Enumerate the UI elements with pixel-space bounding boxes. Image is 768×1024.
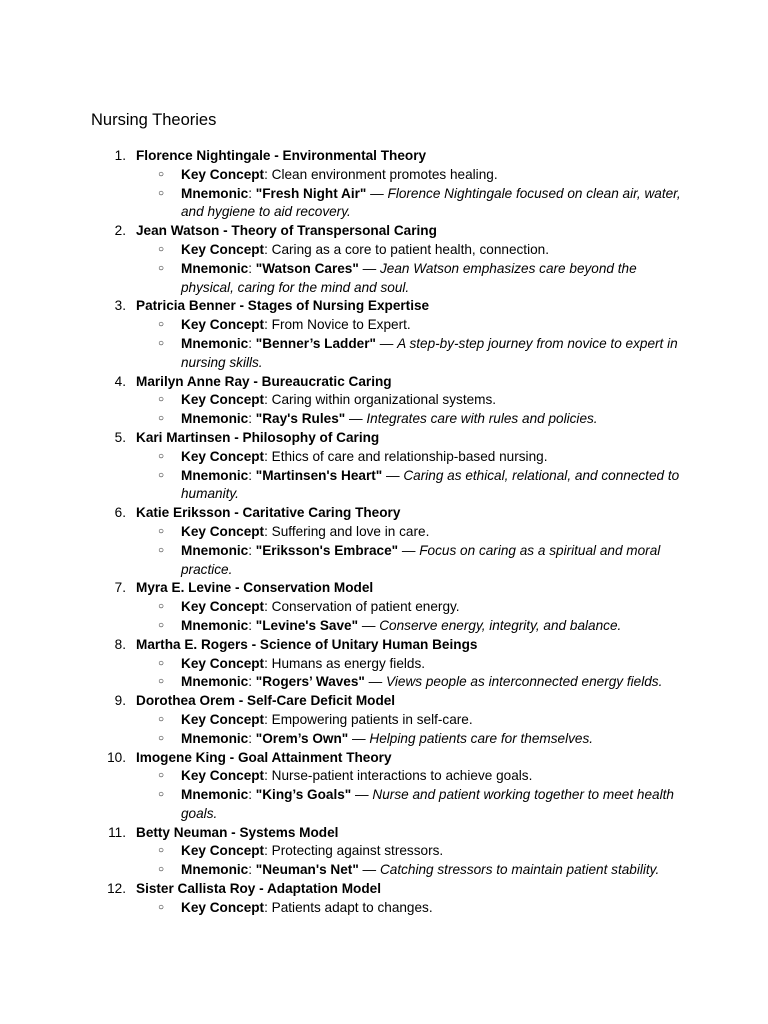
key-concept-item: ○ Key Concept: Conservation of patient energy. xyxy=(136,598,688,617)
theory-heading: Patricia Benner - Stages of Nursing Expertise xyxy=(136,298,430,314)
key-concept-item: ○ Key Concept: Empowering patients in self-care. xyxy=(136,711,688,730)
mnemonic-label: Mnemonic xyxy=(181,411,249,427)
mnemonic-item: ○ Mnemonic: "Neuman's Net" — Catching stressors to maintain patient stability. xyxy=(136,861,688,880)
key-concept-label: Key Concept xyxy=(181,166,265,182)
hollow-bullet-icon: ○ xyxy=(158,713,165,725)
theory-item xyxy=(0,824,768,880)
key-concept-item: ○ Key Concept: Suffering and love in care. xyxy=(136,523,688,542)
key-concept-item: ○ Key Concept: Nurse-patient interactions to achieve goals. xyxy=(136,767,688,786)
theory-number: 1. xyxy=(114,148,126,163)
mnemonic-name: "Martinsen's Heart" xyxy=(255,467,383,483)
hollow-bullet-icon: ○ xyxy=(158,901,165,913)
theory-number: 9. xyxy=(114,693,126,709)
mnemonic-description: Caring as ethical, relational, and connected to humanity. xyxy=(181,467,680,502)
hollow-bullet-icon: ○ xyxy=(158,770,165,782)
mnemonic-item: ○ Mnemonic: "Eriksson's Embrace" — Focus on caring as a spiritual and moral practice. xyxy=(158,542,661,577)
theory-number: 3. xyxy=(114,298,126,314)
key-concept-label: Key Concept xyxy=(181,523,265,539)
mnemonic-label: Mnemonic xyxy=(181,335,249,351)
mnemonic-label: Mnemonic xyxy=(181,542,249,558)
theory-heading: Florence Nightingale - Environmental Theory xyxy=(136,148,427,163)
mnemonic-label: Mnemonic xyxy=(181,787,249,803)
theory-number: 7. xyxy=(114,580,126,596)
mnemonic-name: "Benner’s Ladder" xyxy=(255,335,376,351)
key-concept-text: Patients adapt to changes. xyxy=(271,899,433,915)
key-concept-label: Key Concept xyxy=(181,599,265,615)
key-concept-item: ○ Key Concept: Humans as energy fields. xyxy=(136,655,688,674)
mnemonic-label: Mnemonic xyxy=(181,185,249,201)
key-concept-text: Ethics of care and relationship-based nursing. xyxy=(271,448,548,464)
mnemonic-label: Mnemonic xyxy=(181,674,249,690)
mnemonic-item: ○ Mnemonic: "Rogers’ Waves" — Views people as interconnected energy fields. xyxy=(136,673,688,692)
key-concept-item: ○ Key Concept: Patients adapt to changes. xyxy=(136,899,688,918)
key-concept-label: Key Concept xyxy=(181,448,265,464)
theory-number: 8. xyxy=(114,636,126,652)
theory-number: 11. xyxy=(108,824,126,840)
theory-heading: Martha E. Rogers - Science of Unitary Human Beings xyxy=(136,636,478,652)
mnemonic-label: Mnemonic xyxy=(181,730,249,746)
mnemonic-name: "Levine's Save" xyxy=(255,617,359,633)
key-concept-text: From Novice to Expert. xyxy=(271,317,411,333)
hollow-bullet-icon: ○ xyxy=(158,243,165,255)
hollow-bullet-icon: ○ xyxy=(158,525,165,537)
key-concept-label: Key Concept xyxy=(181,843,265,859)
theory-heading: Kari Martinsen - Philosophy of Caring xyxy=(136,429,380,445)
hollow-bullet-icon: ○ xyxy=(158,168,165,180)
mnemonic-name: "Eriksson's Embrace" xyxy=(255,542,399,558)
mnemonic-item: ○ Mnemonic: "Benner’s Ladder" — A step-by-step journey from novice to expert in nursing skills. xyxy=(158,335,678,370)
key-concept-item: ○ Key Concept: From Novice to Expert. xyxy=(136,316,688,335)
mnemonic-item: ○ Mnemonic: "Watson Cares" — Jean Watson emphasizes care beyond the physical, caring for the mind and soul. xyxy=(158,260,637,295)
hollow-bullet-icon: ○ xyxy=(158,394,165,406)
mnemonic-name: "King’s Goals" xyxy=(255,787,352,803)
mnemonic-label: Mnemonic xyxy=(181,260,249,276)
theory-heading: Marilyn Anne Ray - Bureaucratic Caring xyxy=(136,373,392,389)
hollow-bullet-icon: ○ xyxy=(158,187,165,199)
theory-item xyxy=(0,692,768,748)
theory-heading: Jean Watson - Theory of Transpersonal Caring xyxy=(136,223,437,239)
theory-heading: Imogene King - Goal Attainment Theory xyxy=(136,749,392,765)
hollow-bullet-icon: ○ xyxy=(158,262,165,274)
hollow-bullet-icon: ○ xyxy=(158,864,165,876)
theory-item xyxy=(0,636,768,692)
mnemonic-description: Integrates care with rules and policies. xyxy=(366,411,598,427)
mnemonic-description: Views people as interconnected energy fields. xyxy=(386,674,663,690)
theory-number: 6. xyxy=(114,505,126,521)
key-concept-text: Nurse-patient interactions to achieve goals. xyxy=(271,768,533,784)
key-concept-label: Key Concept xyxy=(181,899,265,915)
theory-number: 4. xyxy=(114,373,126,389)
theory-list xyxy=(0,147,768,918)
hollow-bullet-icon: ○ xyxy=(158,789,165,801)
mnemonic-description: Conserve energy, integrity, and balance. xyxy=(379,617,622,633)
hollow-bullet-icon: ○ xyxy=(158,337,165,349)
key-concept-item: ○ Key Concept: Ethics of care and relationship-based nursing. xyxy=(136,448,688,467)
hollow-bullet-icon: ○ xyxy=(158,450,165,462)
mnemonic-item: ○ Mnemonic: "Fresh Night Air" — Florence Nightingale focused on clean air, water, and hygiene to aid recovery. xyxy=(158,185,681,220)
theory-heading: Katie Eriksson - Caritative Caring Theory xyxy=(136,505,401,521)
theory-number: 12. xyxy=(107,881,126,897)
key-concept-text: Clean environment promotes healing. xyxy=(271,166,498,182)
key-concept-label: Key Concept xyxy=(181,241,265,257)
mnemonic-description: Jean Watson emphasizes care beyond the physical, caring for the mind and soul. xyxy=(181,260,637,295)
hollow-bullet-icon: ○ xyxy=(158,601,165,613)
theory-item xyxy=(0,504,768,579)
theory-item xyxy=(0,579,768,635)
mnemonic-label: Mnemonic xyxy=(181,617,249,633)
hollow-bullet-icon: ○ xyxy=(158,319,165,331)
mnemonic-description: Focus on caring as a spiritual and moral practice. xyxy=(181,542,661,577)
mnemonic-label: Mnemonic xyxy=(181,467,249,483)
key-concept-label: Key Concept xyxy=(181,655,265,671)
hollow-bullet-icon: ○ xyxy=(158,732,165,744)
mnemonic-item: ○ Mnemonic: "Levine's Save" — Conserve energy, integrity, and balance. xyxy=(136,617,688,636)
mnemonic-item: ○ Mnemonic: "Ray's Rules" — Integrates care with rules and policies. xyxy=(136,410,688,429)
page-title: Nursing Theories xyxy=(91,111,217,129)
mnemonic-name: "Orem’s Own" xyxy=(255,730,349,746)
theory-number: 10. xyxy=(107,749,126,765)
key-concept-label: Key Concept xyxy=(181,768,265,784)
mnemonic-description: Florence Nightingale focused on clean air, water, and hygiene to aid recovery. xyxy=(181,185,681,220)
mnemonic-item: ○ Mnemonic: "King’s Goals" — Nurse and patient working together to meet health goals. xyxy=(158,787,674,821)
key-concept-text: Empowering patients in self-care. xyxy=(271,711,473,727)
key-concept-label: Key Concept xyxy=(181,392,265,408)
hollow-bullet-icon: ○ xyxy=(158,676,165,688)
theory-item xyxy=(0,749,768,824)
theory-item xyxy=(0,429,768,504)
mnemonic-description: Catching stressors to maintain patient stability. xyxy=(379,862,660,878)
hollow-bullet-icon: ○ xyxy=(158,469,165,481)
hollow-bullet-icon: ○ xyxy=(158,413,165,425)
hollow-bullet-icon: ○ xyxy=(158,657,165,669)
key-concept-label: Key Concept xyxy=(181,711,265,727)
mnemonic-label: Mnemonic xyxy=(181,862,249,878)
key-concept-text: Humans as energy fields. xyxy=(271,655,426,671)
key-concept-item: ○ Key Concept: Protecting against stressors. xyxy=(136,842,688,861)
key-concept-label: Key Concept xyxy=(181,317,265,333)
key-concept-text: Caring within organizational systems. xyxy=(271,392,497,408)
theory-heading: Sister Callista Roy - Adaptation Model xyxy=(136,881,381,897)
key-concept-text: Protecting against stressors. xyxy=(271,843,444,859)
mnemonic-description: A step-by-step journey from novice to expert in nursing skills. xyxy=(181,335,678,370)
mnemonic-description: Nurse and patient working together to meet health goals. xyxy=(181,787,674,821)
theory-number: 2. xyxy=(114,223,126,239)
hollow-bullet-icon: ○ xyxy=(158,845,165,857)
mnemonic-item: ○ Mnemonic: "Orem’s Own" — Helping patients care for themselves. xyxy=(136,730,688,749)
theory-item xyxy=(0,880,768,918)
key-concept-text: Conservation of patient energy. xyxy=(271,599,460,615)
key-concept-item: ○ Key Concept: Caring as a core to patient health, connection. xyxy=(136,241,688,260)
mnemonic-name: "Rogers’ Waves" xyxy=(255,674,365,690)
key-concept-item: ○ Key Concept: Caring within organizational systems. xyxy=(136,391,688,410)
mnemonic-item: ○ Mnemonic: "Martinsen's Heart" — Caring as ethical, relational, and connected to humanity. xyxy=(158,467,680,502)
mnemonic-name: "Watson Cares" xyxy=(255,260,359,276)
theory-item xyxy=(0,373,768,429)
mnemonic-description: Helping patients care for themselves. xyxy=(369,730,594,746)
key-concept-item: ○ Key Concept: Clean environment promotes healing. xyxy=(136,166,688,185)
hollow-bullet-icon: ○ xyxy=(158,619,165,631)
mnemonic-name: "Neuman's Net" xyxy=(255,862,359,878)
theory-item xyxy=(0,147,768,222)
theory-item xyxy=(0,222,768,297)
theory-heading: Dorothea Orem - Self-Care Deficit Model xyxy=(136,693,396,709)
hollow-bullet-icon: ○ xyxy=(158,544,165,556)
key-concept-text: Caring as a core to patient health, connection. xyxy=(271,241,549,257)
theory-heading: Myra E. Levine - Conservation Model xyxy=(136,580,374,596)
theory-item xyxy=(0,297,768,372)
mnemonic-name: "Ray's Rules" xyxy=(255,411,346,427)
theory-number: 5. xyxy=(114,429,126,445)
mnemonic-name: "Fresh Night Air" xyxy=(255,185,367,201)
key-concept-text: Suffering and love in care. xyxy=(271,523,430,539)
theory-heading: Betty Neuman - Systems Model xyxy=(136,824,339,840)
